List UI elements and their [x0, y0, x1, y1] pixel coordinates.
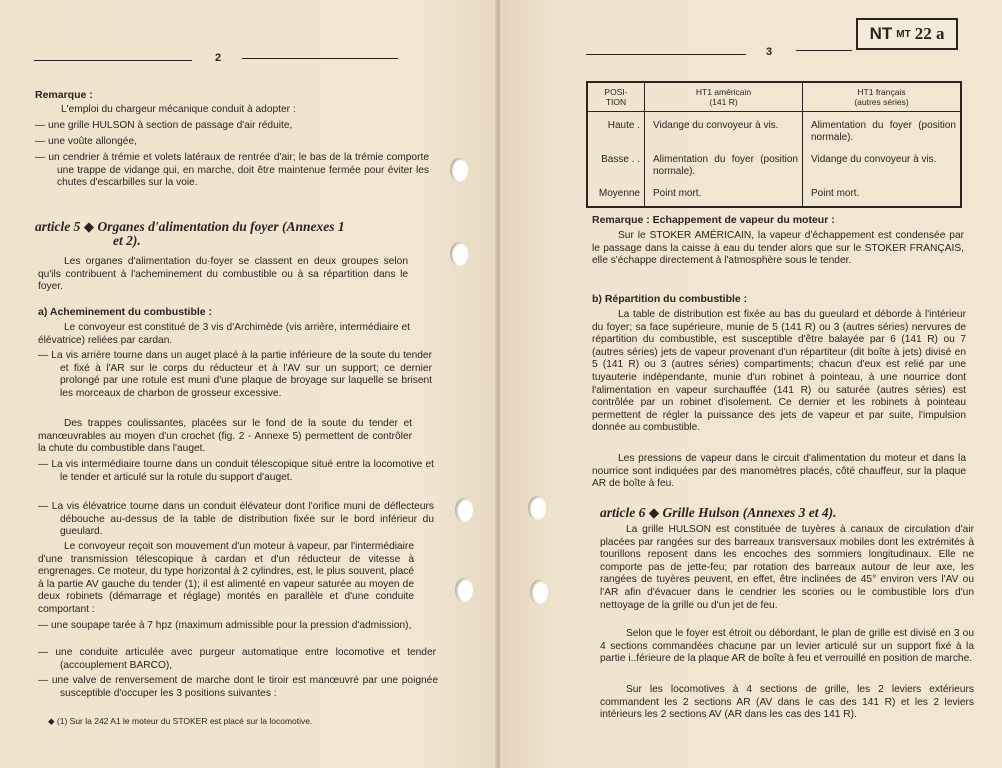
valve-positions-table	[586, 81, 962, 208]
article-6-title: article 6 ◆ Grille Hulson (Annexes 3 et 4).	[600, 505, 837, 520]
row-label: Basse . .	[587, 146, 645, 180]
remarque-echappement-title: Remarque : Echappement de vapeur du moteur :	[592, 214, 835, 226]
header-rule-left-r	[586, 54, 746, 55]
repartition-paragraph: La table de distribution est fixée au bas du gueulard et déborde à l'intérieur du foyer; sa face supérieure, munie de 5 (141 R) ou 3 (autres séries) nervures de répartition du combustible, est susceptible d'être balayée par 6 (141 R) ou 7 (autres séries) jets de vapeur provenant d'un répartiteur (dit boîte à jets) divisé en 5 (141 R) ou 3 (autres séries) compartiments; chacun d'eux est relié par une tuyauterie indépendante, munie d'un robinet à pointeau, à une nourrice dont l'alimentation en vapeur surchauffée (141 R) ou saturée (autres séries) est contrôlée par un robinet d'isolement. Ce dernier et les robinets à pointeau permettent de régler la puissance des jets de vapeur et par suite, l'impulsion donnée au combustible.	[592, 309, 966, 434]
vis-intermediaire-item: — La vis intermédiaire tourne dans un conduit télescopique situé entre la locomotive et le tender et articulé sur la rotule du support d'auget.	[38, 459, 434, 483]
table-cell: Vidange du convoyeur à vis.	[645, 112, 803, 147]
header-rule-right-r	[796, 50, 852, 51]
footnote: ◆ (1) Sur la 242 A1 le moteur du STOKER est placé sur la locomotive.	[48, 716, 313, 726]
ref-mt: MT	[896, 28, 911, 40]
remarque-item-3: — un cendrier à trémie et volets latéraux de rentrée d'air; le bas de la trémie comporte une trappe de vidange qui, en marche, doit être maintenue fermée pour éviter les chutes d'escarbilles sur la voie.	[35, 152, 429, 189]
article-5-title-line1: article 5 ◆ Organes d'alimentation du foyer (Annexes 1	[35, 219, 345, 234]
article-5-title	[35, 220, 415, 248]
section-a-title: a) Acheminement du combustible :	[38, 306, 213, 318]
table-cell: Point mort.	[645, 180, 803, 207]
table-row	[587, 146, 961, 180]
header-rule-left	[34, 60, 192, 61]
remarque-item-1: — une grille HULSON à section de passage d'air réduite,	[35, 120, 293, 131]
pressions-paragraph: Les pressions de vapeur dans le circuit d'alimentation du moteur et dans la nourrice sont indiquées par des manomètres placés, côté chauffeur, sur la plaque AR de boîte à feu.	[592, 453, 966, 490]
ref-nt: NT	[869, 24, 893, 43]
binder-hole-3	[455, 498, 473, 522]
remarque-echappement-text: Sur le STOKER AMÉRICAIN, la vapeur d'échappement est condensée par le passage dans la caisse à eau du tender alors que sur le STOKER FRANÇAIS, elle s'échappe directement à l'atmosphère sous le tender.	[592, 230, 964, 267]
binder-hole-6	[530, 580, 548, 604]
remarque-intro: L'emploi du chargeur mécanique conduit à adopter :	[61, 104, 296, 115]
row-label: Haute .	[587, 112, 645, 147]
conduite-item-3: — une valve de renversement de marche dont le tiroir est manœuvré par une poignée susceptible d'occuper les 3 positions suivantes :	[38, 675, 438, 699]
conduite-item-2: — une conduite articulée avec purgeur automatique entre locomotive et tender (accouplement BARCO),	[38, 647, 436, 671]
trappes-paragraph: Des trappes coulissantes, placées sur le fond de la soute du tender et manœuvrables au moyen d'un crochet (fig. 2 - Annexe 5) permettent de contrôler la chute du combustible dans l'auget.	[38, 418, 412, 455]
header-rule-right	[242, 58, 398, 59]
section-b-title: b) Répartition du combustible :	[592, 293, 748, 305]
binder-hole-4	[455, 578, 473, 602]
table-cell: Point mort.	[803, 180, 962, 207]
page-number-right: 3	[766, 46, 773, 58]
moteur-paragraph: Le convoyeur reçoit son mouvement d'un moteur à vapeur, par l'intermédiaire d'une transmission télescopique à cardan et d'un réducteur de vitesse à engrenages. Ce moteur, du type horizontal à 2 cylindres, est, le plus souvent, placé à la partie AV gauche du tender (1); il est alimenté en vapeur saturée au moyen de deux robinets (démarrage et réglage) montés en parallèle et d'une conduite comportant :	[38, 541, 414, 615]
grille-paragraph-3: Sur les locomotives à 4 sections de grille, les 2 leviers extérieurs commandent les 2 sections AR (AV dans le cas des 141 R) et les 2 leviers intérieurs les 2 sections AV (AR dans les cas des 141 R).	[600, 684, 974, 721]
article-5-intro: Les organes d'alimentation du·foyer se classent en deux groupes selon qu'ils contribuent à l'acheminement du combustible ou à sa répartition dans le foyer.	[38, 256, 408, 293]
convoyeur-paragraph: Le convoyeur est constitué de 3 vis d'Archimède (vis arrière, intermédiaire et élévatrice) reliées par cardan.	[38, 322, 410, 346]
document-reference	[856, 18, 958, 50]
remarque-item-2: — une voûte allongée,	[35, 136, 137, 147]
table-row	[587, 112, 961, 147]
binder-hole-2	[450, 242, 468, 266]
page-number-left: 2	[215, 52, 222, 64]
table-cell: Alimentation du foyer (position normale).	[645, 146, 803, 180]
table-cell: Vidange du convoyeur à vis.	[803, 146, 962, 180]
left-page	[0, 0, 497, 768]
header-ht1-francais: HT1 français (autres séries)	[803, 82, 962, 112]
header-ht1-americain: HT1 américain (141 R)	[645, 82, 803, 112]
conduite-item-1: — une soupape tarée à 7 hpz (maximum admissible pour la pression d'admission),	[38, 620, 412, 631]
table-row	[587, 180, 961, 207]
vis-arriere-item: — La vis arrière tourne dans un auget placé à la partie inférieure de la soute du tender et fixé à l'AR sur le corps du réducteur et à l'AV sur un support; ce dernier prolongé par une rotule est muni d'une plaque de broyage sur laquelle se brisent les morceaux de charbon de grosseur excessive.	[38, 350, 432, 399]
table-header-row	[587, 82, 961, 112]
binder-hole-5	[528, 496, 546, 520]
grille-paragraph-2: Selon que le foyer est étroit ou débordant, le plan de grille est divisé en 3 ou 4 sections commandées chacune par un levier articulé sur un support fixé à la partie i..férieure de la plaque AR de boîte à feu et verrouillé en position de marche.	[600, 628, 974, 665]
remarque-title: Remarque :	[35, 89, 93, 101]
binder-hole-1	[450, 158, 468, 182]
header-position: POSI- TION	[587, 82, 645, 112]
vis-elevatrice-item: — La vis élévatrice tourne dans un conduit élévateur dont l'orifice muni de déflecteurs débouche au-dessus de la table de distribution fixée sur le bord inférieur du gueulard.	[38, 501, 434, 538]
ref-number: 22 a	[914, 24, 945, 43]
right-page	[500, 0, 1002, 768]
table-cell: Alimentation du foyer (position normale).	[803, 112, 962, 147]
article-5-title-line2: et 2).	[113, 233, 141, 248]
row-label: Moyenne	[587, 180, 645, 207]
grille-paragraph-1: La grille HULSON est constituée de tuyères à canaux de circulation d'air placées par rangées sur des barreaux transversaux mobiles dont les extrémités à tourillons reposent dans les encoches des sommiers longitudinaux. Elle ne comporte pas de jette-feu; par rotation des barreaux autour de leur axe, les rangées de tuyères peuvent, en effet, être inclinées de 45° environ vers l'AV ou l'AR afin d'évacuer dans le cendrier les scories ou le combustible lors d'un nettoyage de la grille ou d'un jet de feu.	[600, 524, 974, 611]
